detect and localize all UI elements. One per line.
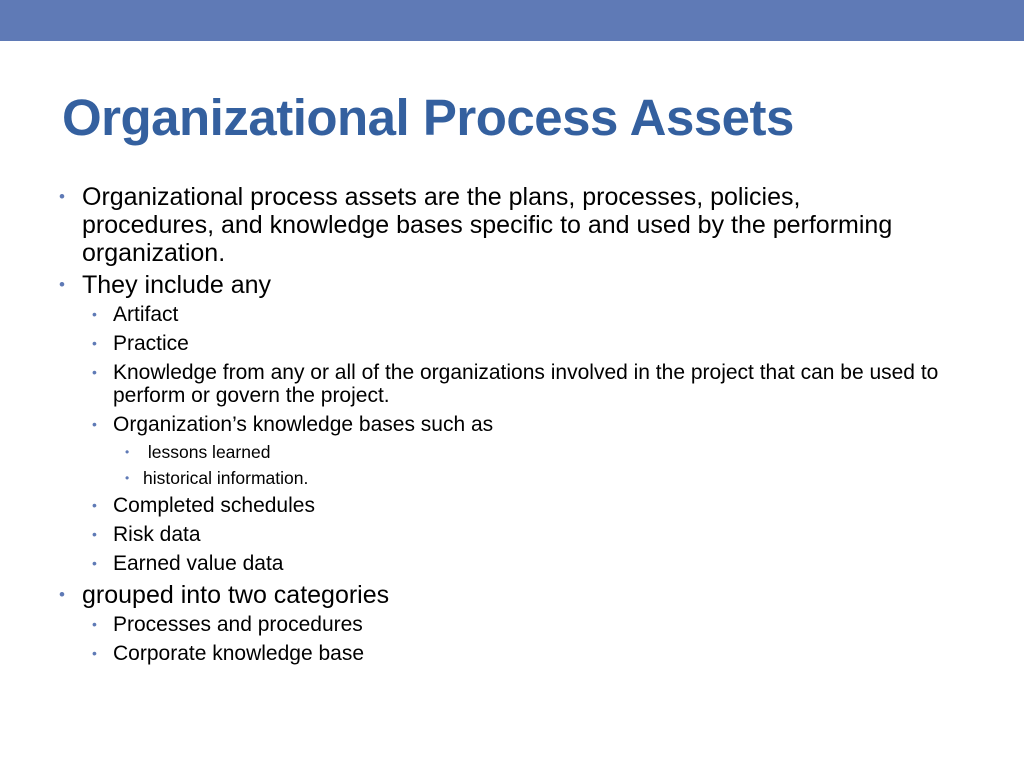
list-item — [0, 494, 953, 517]
list-item — [0, 332, 953, 355]
bullet-dot-icon: • — [92, 526, 97, 542]
bullet-dot-icon: • — [92, 335, 97, 351]
list-item — [0, 581, 912, 609]
list-item — [0, 642, 953, 665]
bullet-dot-icon: • — [125, 471, 130, 485]
list-item-text: Practice — [113, 332, 189, 355]
bullet-dot-icon: • — [59, 187, 65, 206]
list-item-text: Earned value data — [113, 552, 284, 575]
bullet-dot-icon: • — [125, 445, 130, 459]
list-item — [0, 303, 953, 326]
list-item — [0, 442, 943, 463]
bullet-dot-icon: • — [59, 275, 65, 294]
list-item-text: Completed schedules — [113, 494, 315, 517]
list-item — [0, 468, 943, 489]
bullet-dot-icon: • — [92, 497, 97, 513]
bullet-dot-icon: • — [59, 585, 65, 604]
bullet-dot-icon: • — [92, 555, 97, 571]
list-item-text: Corporate knowledge base — [113, 642, 364, 665]
bullet-dot-icon: • — [92, 645, 97, 661]
bullet-dot-icon: • — [92, 416, 97, 432]
list-item-text: Artifact — [113, 303, 179, 326]
list-item-text: Organizational process assets are the plans, processes, policies, procedures, and knowledge bases specific to and used by the performing organization. — [82, 183, 893, 267]
bullet-list — [0, 183, 1024, 671]
slide-title: Organizational Process Assets — [62, 89, 794, 146]
list-item-text: grouped into two categories — [82, 581, 390, 609]
list-item — [0, 552, 953, 575]
list-item-text: lessons learned — [143, 442, 271, 462]
list-item — [0, 613, 953, 636]
list-item — [0, 523, 953, 546]
top-accent-band — [0, 0, 1024, 41]
list-item — [0, 413, 953, 436]
bullet-dot-icon: • — [92, 364, 97, 380]
list-item-text: Processes and procedures — [113, 613, 363, 636]
list-item-text: Risk data — [113, 523, 201, 546]
list-item — [0, 183, 912, 267]
list-item-text: historical information. — [143, 468, 309, 488]
bullet-dot-icon: • — [92, 306, 97, 322]
list-item-text: Knowledge from any or all of the organizations involved in the project that can be used to perform or govern the project. — [113, 361, 939, 407]
list-item — [0, 361, 953, 407]
list-item-text: They include any — [82, 271, 272, 299]
bullet-dot-icon: • — [92, 616, 97, 632]
list-item — [0, 271, 912, 299]
list-item-text: Organization’s knowledge bases such as — [113, 413, 494, 436]
